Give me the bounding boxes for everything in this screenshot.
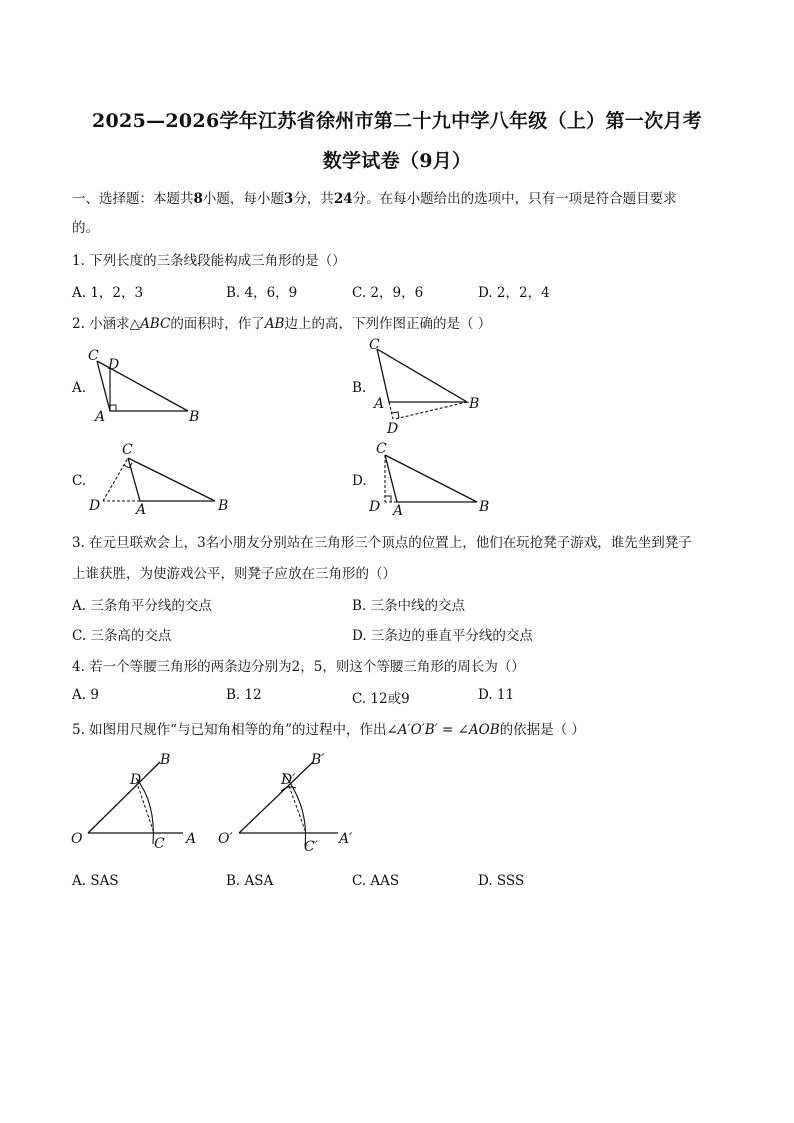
q3-stem-line2: 上谁获胜，为使游戏公平，则凳子应放在三角形的（） [72, 566, 396, 582]
q2b-label-a: A [374, 396, 385, 412]
q2a-label-c: C [88, 348, 99, 364]
q2d-triangle [385, 455, 477, 502]
q2d-label-a: A [393, 503, 404, 519]
q3-option-b[interactable]: B. 三条中线的交点 [352, 598, 466, 614]
q4-option-a[interactable]: A. 9 [72, 687, 99, 703]
q5f1-label-a: A [186, 831, 197, 847]
q2d-label-c: C [376, 441, 387, 457]
q5-option-a[interactable]: A. SAS [72, 873, 119, 889]
q2c-label-b: B [218, 498, 229, 514]
q1-option-a[interactable]: A. 1，2，3 [72, 285, 144, 301]
q2-stem-part3: 边上的高，下列作图正确的是（ ） [284, 316, 492, 332]
q2c-triangle [128, 458, 215, 501]
q5f1-label-o: O [71, 831, 83, 847]
q4-option-c[interactable]: C. 12或9 [352, 691, 410, 707]
section-num-questions: 8 [193, 191, 203, 207]
q5f1-label-c: C [154, 836, 165, 852]
q2-stem-abc: ABC [140, 316, 171, 332]
section-num-points: 3 [283, 191, 294, 207]
q2d-label-d: D [369, 499, 381, 515]
q2-figure-c [85, 438, 235, 518]
q2a-label-b: B [189, 409, 200, 425]
q2d-right-angle-mark [385, 496, 391, 502]
q5f2-dashed-cd [289, 786, 306, 833]
q2b-triangle [377, 349, 467, 402]
q5-stem-part2: 的依据是（ ） [499, 722, 585, 738]
q2-figure-a [85, 345, 210, 425]
q2-stem [72, 312, 491, 332]
q4-option-d[interactable]: D. 11 [478, 687, 515, 703]
q2c-label-a: A [136, 502, 147, 518]
section-text-3: 分，共 [293, 191, 334, 207]
q5f1-dashed-cd [138, 786, 154, 833]
q3-option-a[interactable]: A. 三条角平分线的交点 [72, 598, 212, 614]
q5-option-d[interactable]: D. SSS [478, 873, 525, 889]
q2-figure-d [365, 438, 500, 518]
section-num-total: 24 [333, 191, 353, 207]
q2c-label-d: D [89, 498, 101, 514]
q5-option-c[interactable]: C. AAS [352, 873, 400, 889]
q1-option-b[interactable]: B. 4，6，9 [226, 285, 298, 301]
q2-stem-part2: 的面积时，作了 [170, 316, 265, 332]
q2-option-d[interactable]: D. [352, 473, 367, 489]
q2d-label-b: B [479, 499, 490, 515]
q5f2-label-d: D′ [281, 772, 296, 788]
q2c-altitude [103, 458, 128, 501]
q5-option-b[interactable]: B. ASA [226, 873, 274, 889]
q5f2-label-b: B′ [311, 752, 325, 768]
q5f1-label-b: B [160, 752, 171, 768]
q5-stem-part1: 5. 如图用尺规作“与已知角相等的角”的过程中，作出 [72, 722, 387, 738]
q5f2-label-o: O′ [218, 831, 233, 847]
q2b-label-c: C [369, 337, 380, 353]
q2-option-c[interactable]: C. [72, 473, 87, 489]
q2-stem-ab: AB [264, 316, 285, 332]
q2-option-a[interactable]: A. [72, 380, 87, 396]
q4-stem: 4. 若一个等腰三角形的两条边分别为2，5，则这个等腰三角形的周长为（） [72, 659, 525, 675]
section-heading [72, 187, 677, 207]
q2a-label-a: A [95, 409, 106, 425]
q2b-label-b: B [469, 396, 480, 412]
q5-figure-copy [215, 748, 375, 853]
q3-stem-line1: 3. 在元旦联欢会上，3名小朋友分别站在三角形三个顶点的位置上，他们在玩抢凳子游戏，谁先坐到凳子 [72, 535, 692, 551]
q2c-label-c: C [122, 442, 133, 458]
section-text-2: 小题，每小题 [202, 191, 284, 207]
exam-title-line1: 2025—2026学年江苏省徐州市第二十九中学八年级（上）第一次月考 [92, 110, 702, 132]
q1-stem: 1. 下列长度的三条线段能构成三角形的是（） [72, 253, 346, 269]
q2a-right-angle-mark [110, 405, 116, 411]
q2-figure-b [365, 335, 500, 440]
section-text-1: 一、选择题：本题共 [72, 191, 194, 207]
q3-option-c[interactable]: C. 三条高的交点 [72, 628, 172, 644]
q5-stem [72, 718, 585, 738]
q2b-label-d: D [387, 421, 399, 437]
q5f1-label-d: D [130, 772, 142, 788]
q3-option-d[interactable]: D. 三条边的垂直平分线的交点 [352, 628, 533, 644]
q2-stem-part1: 2. 小涵求△ [72, 316, 141, 332]
q4-option-b[interactable]: B. 12 [226, 687, 262, 703]
q5f2-ray-ob [239, 762, 313, 833]
q2-option-b[interactable]: B. [352, 380, 367, 396]
section-text-4: 分。在每小题给出的选项中，只有一项是符合题目要求 [352, 191, 677, 207]
q5f1-ray-ob [88, 762, 160, 833]
q5-figure-original [68, 748, 208, 853]
q5f2-label-a: A′ [339, 831, 353, 847]
q1-option-d[interactable]: D. 2，2，4 [478, 285, 550, 301]
exam-title-line2: 数学试卷（9月） [322, 150, 472, 172]
section-heading-line2: 的。 [72, 220, 99, 236]
q2b-altitude [395, 402, 467, 419]
q2a-label-d: D [108, 357, 120, 373]
q5f2-label-c: C′ [304, 839, 318, 855]
q1-option-c[interactable]: C. 2，9，6 [352, 285, 424, 301]
q5-stem-math: ∠A′O′B′ = ∠AOB [386, 722, 500, 738]
q2b-extension [389, 402, 393, 419]
